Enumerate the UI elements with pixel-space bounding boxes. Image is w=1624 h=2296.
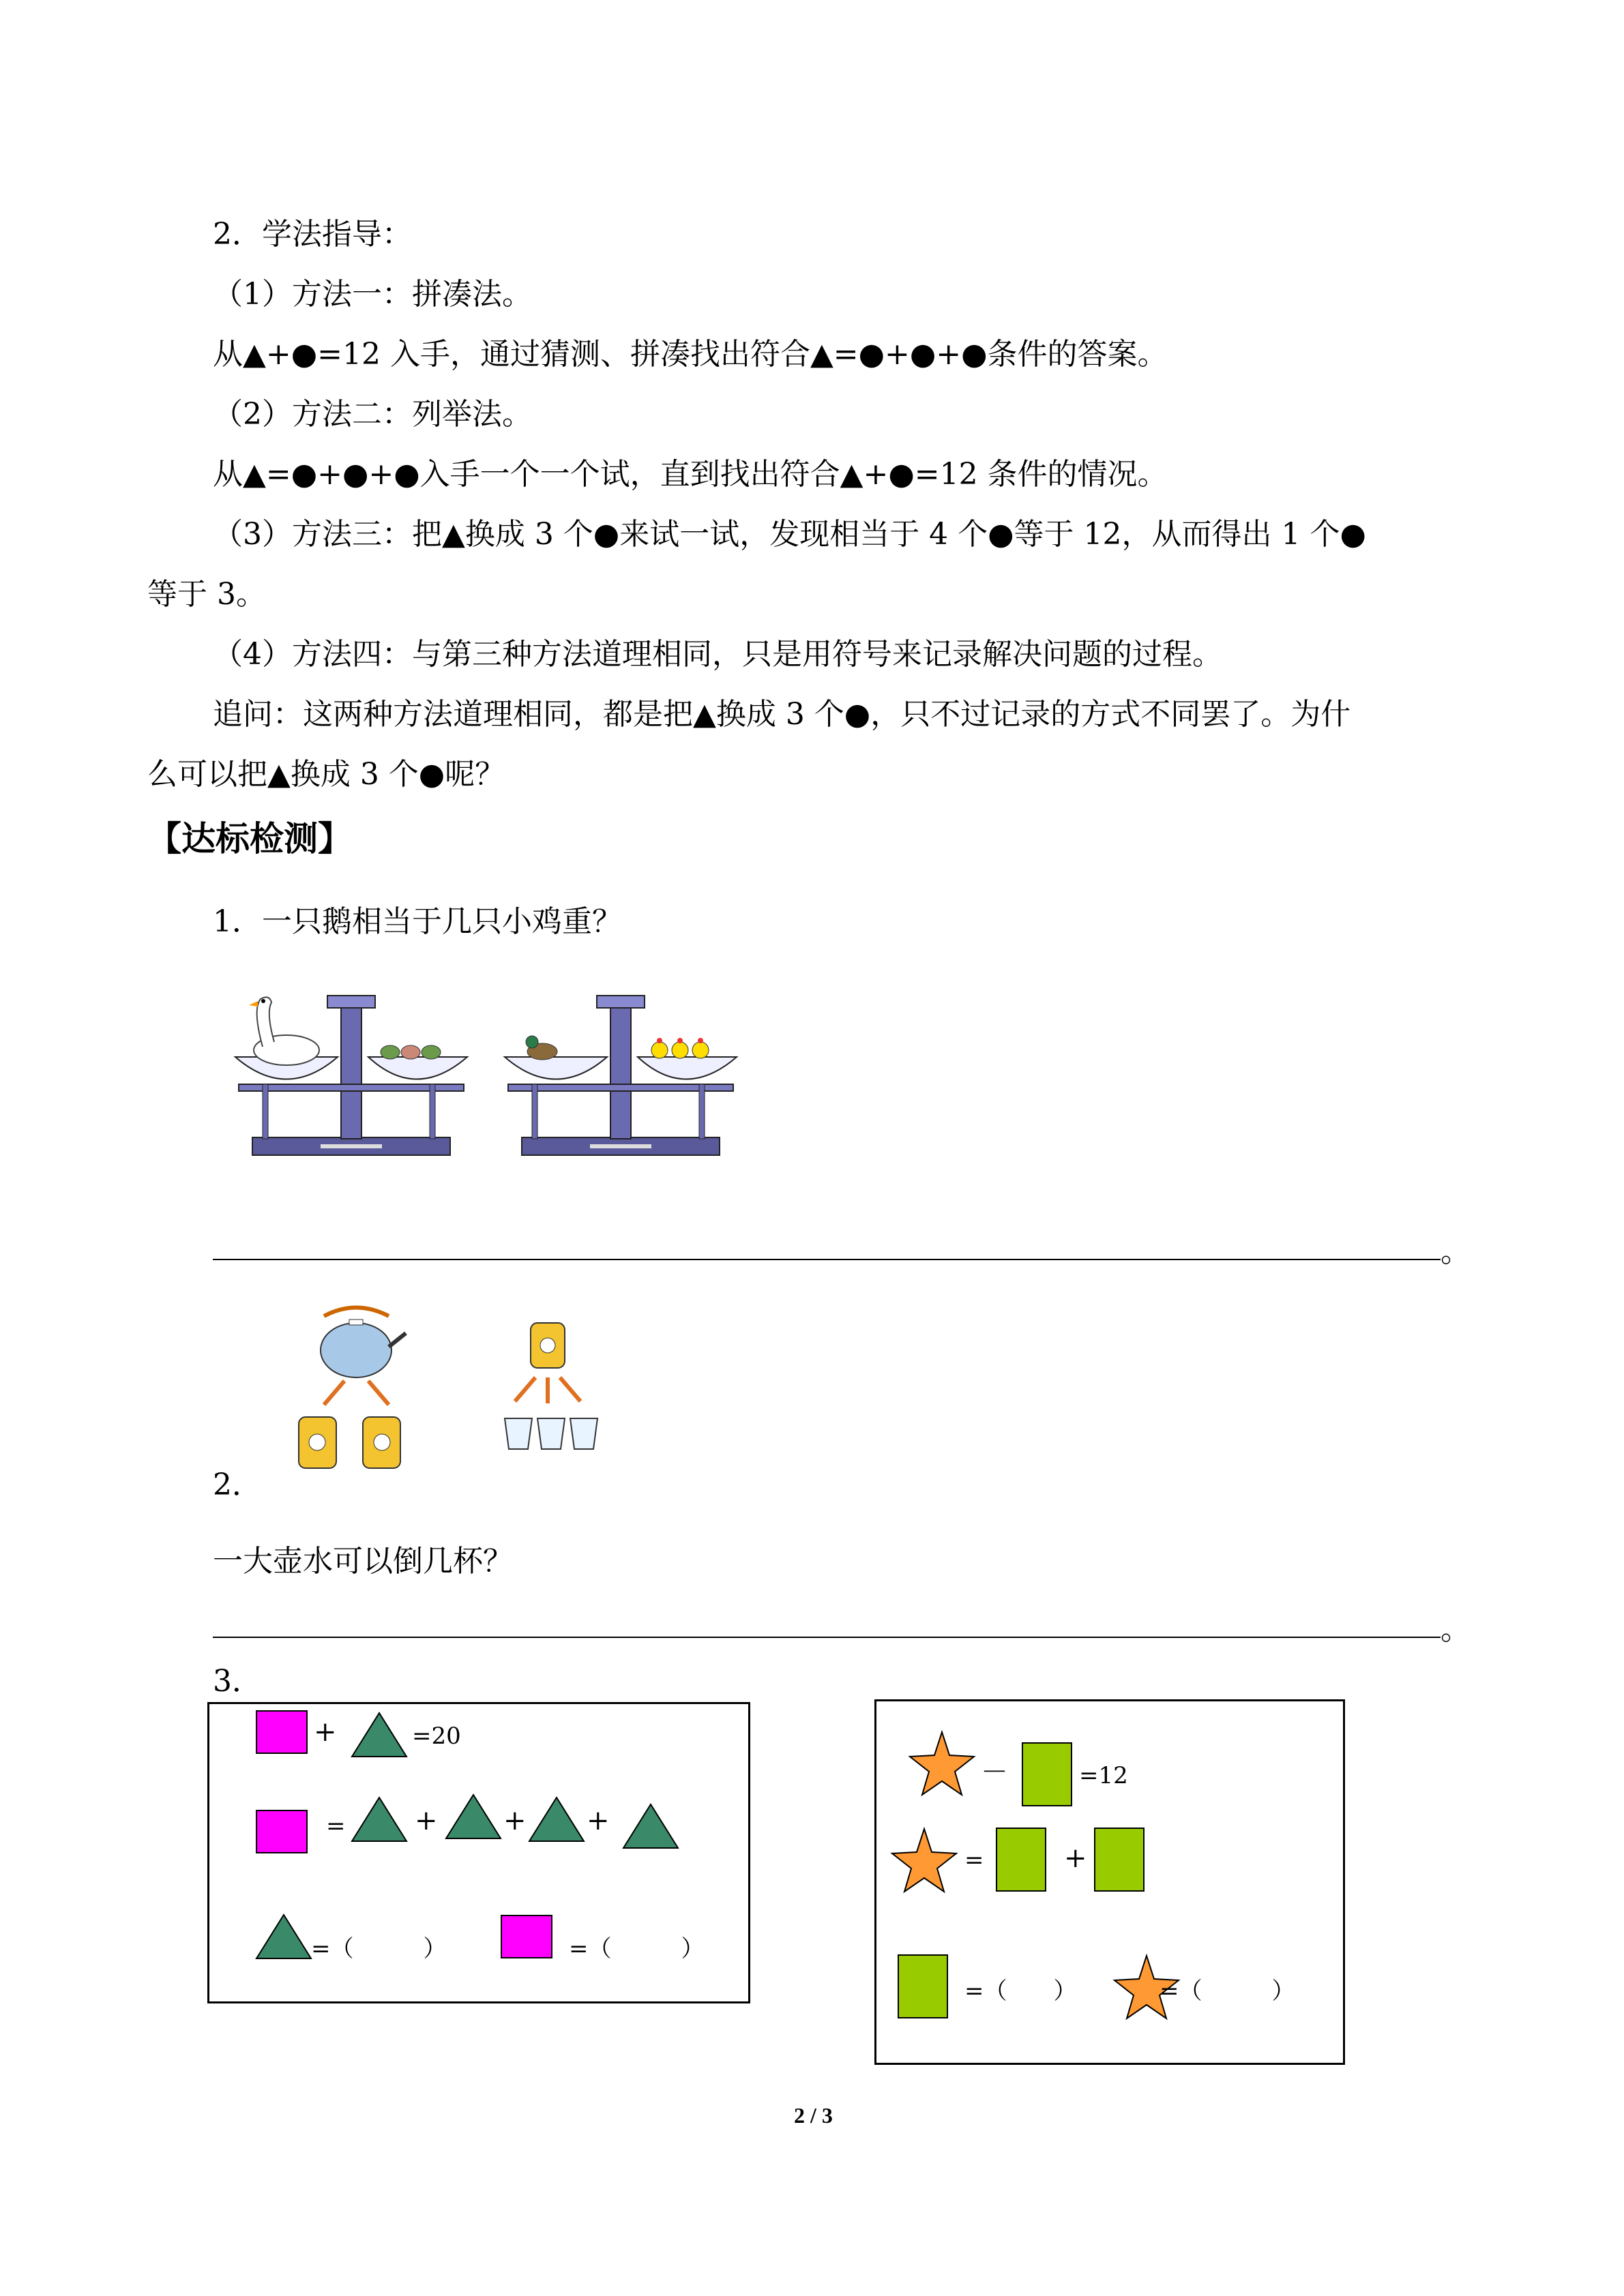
plus-sign: + [587, 1805, 610, 1836]
followup-line2: 么可以把▲换成 3 个●呢？ [147, 757, 505, 792]
green-triangle-icon [255, 1913, 312, 1960]
lime-rectangle-icon [996, 1828, 1046, 1892]
left-answer-square[interactable]: =（ ） [569, 1935, 705, 1963]
q2-text: 一大壶水可以倒几杯？ [213, 1544, 513, 1579]
green-triangle-icon [622, 1803, 679, 1849]
green-triangle-icon [528, 1796, 585, 1843]
balance-scale-goose-illustration [232, 982, 471, 1159]
right-answer-star[interactable]: =（ ） [1160, 1978, 1295, 2005]
green-triangle-icon [351, 1796, 408, 1843]
method2-title: （2）方法二：列举法。 [213, 397, 532, 432]
guidance-heading: 2．学法指导： [213, 217, 412, 252]
method1-title: （1）方法一：拼凑法。 [213, 277, 532, 312]
page-number: 2 / 3 [794, 2103, 833, 2128]
plus-sign: + [1064, 1843, 1087, 1874]
plus-sign: + [503, 1805, 527, 1836]
lime-rectangle-icon [1022, 1742, 1072, 1806]
lime-rectangle-icon [1094, 1828, 1145, 1892]
plus-sign: + [415, 1805, 438, 1836]
magenta-square-icon [256, 1810, 308, 1853]
magenta-square-icon [256, 1710, 308, 1754]
left-answer-triangle[interactable]: =（ ） [311, 1935, 447, 1963]
right-eq2-equals: = [964, 1847, 984, 1874]
balance-scale-duck-illustration [501, 982, 740, 1159]
lime-rectangle-icon [898, 1954, 948, 2018]
q2-period: 。 [1441, 1612, 1471, 1647]
right-answer-rectangle[interactable]: =（ ） [964, 1978, 1077, 2005]
orange-star-icon [895, 1828, 954, 1893]
q2-answer-line[interactable] [213, 1637, 1441, 1638]
kettle-jugs-cups-illustration [280, 1302, 621, 1480]
q1-text: 1．一只鹅相当于几只小鸡重？ [213, 904, 622, 939]
right-eq1-result: =12 [1079, 1762, 1128, 1789]
green-triangle-icon [351, 1712, 408, 1758]
q1-answer-line[interactable] [213, 1259, 1441, 1260]
minus-sign: － [981, 1757, 1008, 1788]
method3-line2: 等于 3。 [147, 577, 266, 612]
plus-sign: + [314, 1716, 337, 1748]
method3-line1: （3）方法三：把▲换成 3 个●来试一试，发现相当于 4 个●等于 12，从而得出 1 个● [213, 517, 1366, 552]
q1-period: 。 [1441, 1234, 1471, 1269]
orange-star-icon [913, 1731, 971, 1796]
method4-text: （4）方法四：与第三种方法道理相同，只是用符号来记录解决问题的过程。 [213, 637, 1222, 672]
followup-line1: 追问：这两种方法道理相同，都是把▲换成 3 个●，只不过记录的方式不同罢了。为什 [213, 697, 1351, 732]
left-eq1-result: =20 [412, 1723, 461, 1750]
method2-text: 从▲=●+●+●入手一个一个试，直到找出符合▲+●=12 条件的情况。 [213, 457, 1168, 492]
magenta-square-icon [501, 1915, 552, 1958]
q3-number: 3． [213, 1664, 262, 1699]
q2-number: 2． [213, 1467, 262, 1502]
left-eq2-equals: = [326, 1813, 346, 1840]
green-triangle-icon [445, 1793, 502, 1840]
method1-text: 从▲+●=12 入手，通过猜测、拼凑找出符合▲=●+●+●条件的答案。 [213, 337, 1168, 372]
section-title: 【达标检测】 [147, 819, 352, 859]
